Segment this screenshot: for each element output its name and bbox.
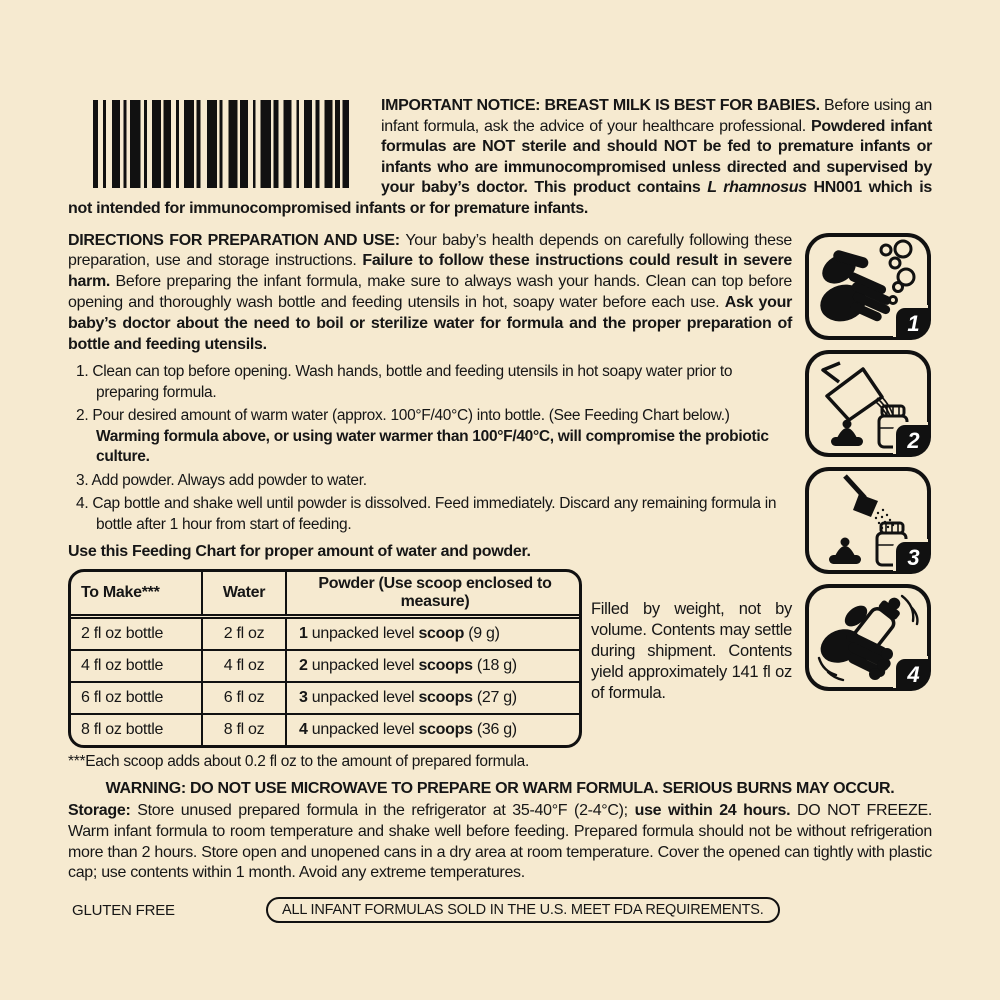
table-row: 2 fl oz bottle 2 fl oz 1 unpacked level scoop (9 g): [71, 617, 579, 651]
step-number-badge: 3: [896, 542, 931, 574]
step-number-badge: 2: [896, 425, 931, 457]
wash-hands-icon: [805, 233, 931, 340]
step-1: 1. Clean can top before opening. Wash hands, bottle and feeding utensils in hot soapy water prior to preparing formula.: [76, 363, 733, 401]
barcode: [93, 100, 349, 188]
col-header-water: Water: [202, 572, 286, 617]
directions-paragraph: DIRECTIONS FOR PREPARATION AND USE: Your baby’s health depends on carefully following these preparation, use and storage instructions. Failure to follow these instructions could result in severe harm. Before preparing the infant formula, make sure to always wash your hands. Clean can top before opening and thoroughly wash bottle and feeding utensils in hot, soapy water before each use. Ask your baby’s doctor about the need to boil or sterilize water for formula and the proper preparation of bottle and feeding utensils.: [68, 231, 793, 354]
storage-paragraph: Storage: Store unused prepared formula in the refrigerator at 35-40°F (2-4°C); use within 24 hours. DO NOT FREEZE. Warm infant formula to room temperature and shake well before feeding. Prepared formula should not be without refrigeration more than 2 hours. Store open and unopened cans in a dry area at room temperature. Cover the opened can tightly with plastic cap; use contents within 1 month. Avoid any extreme temperatures.: [68, 802, 932, 882]
step-2: 2. Pour desired amount of warm water (approx. 100°F/40°C) into bottle. (See Feeding Chart below.) Warming formula above, or using water warmer than 100°F/40°C, will compromise the probiotic culture.: [76, 407, 769, 465]
pour-water-icon: [805, 350, 931, 457]
table-row: 6 fl oz bottle 6 fl oz 3 unpacked level scoops (27 g): [71, 682, 579, 714]
scoop-footnote: ***Each scoop adds about 0.2 fl oz to the amount of prepared formula.: [68, 753, 529, 770]
fda-requirements-box: ALL INFANT FORMULAS SOLD IN THE U.S. MEET FDA REQUIREMENTS.: [266, 897, 780, 923]
directions-heading: DIRECTIONS FOR PREPARATION AND USE:: [68, 231, 406, 249]
table-row: 4 fl oz bottle 4 fl oz 2 unpacked level scoops (18 g): [71, 650, 579, 682]
shake-bottle-icon: [805, 584, 931, 691]
step-3: 3. Add powder. Always add powder to water.: [76, 471, 367, 489]
col-header-to-make: To Make***: [71, 572, 202, 617]
col-header-powder: Powder (Use scoop enclosed to measure): [286, 572, 579, 617]
step-4: 4. Cap bottle and shake well until powder is dissolved. Feed immediately. Discard any remaining formula in bottle after 1 hour from start of feeding.: [76, 495, 777, 533]
preparation-steps: [68, 362, 792, 535]
step-number-badge: 1: [896, 308, 931, 340]
notice-probiotic-name: L rhamnosus: [707, 179, 807, 197]
notice-bold-body: Powdered infant formulas are NOT sterile and should NOT be fed to premature infants or infants who are immunocompromised unless directed and supervised by your baby’s doctor. This product contains: [381, 117, 932, 197]
feeding-chart-table: [68, 569, 582, 748]
step-number-badge: 4: [896, 659, 931, 691]
table-row: 8 fl oz bottle 8 fl oz 4 unpacked level scoops (36 g): [71, 714, 579, 745]
important-notice: [68, 96, 932, 220]
add-powder-icon: [805, 467, 931, 574]
notice-bold-tail: HN001 which is not intended for immunocompromised infants or for premature infants.: [68, 179, 933, 217]
fill-weight-note: Filled by weight, not by volume. Contents may settle during shipment. Contents yield approximately 141 fl oz of formula.: [591, 600, 792, 702]
feeding-chart-intro: Use this Feeding Chart for proper amount of water and powder.: [68, 543, 531, 560]
microwave-warning: WARNING: DO NOT USE MICROWAVE TO PREPARE OR WARM FORMULA. SERIOUS BURNS MAY OCCUR.: [105, 780, 895, 797]
notice-bold-lead: IMPORTANT NOTICE: BREAST MILK IS BEST FOR BABIES.: [381, 97, 820, 114]
notice-regular: Before using an infant formula, ask the advice of your healthcare professional.: [381, 97, 932, 135]
feeding-chart-header-row: [71, 572, 579, 617]
gluten-free-label: GLUTEN FREE: [72, 901, 175, 919]
step-icon-column: [805, 233, 931, 691]
storage-label: Storage:: [68, 802, 138, 819]
